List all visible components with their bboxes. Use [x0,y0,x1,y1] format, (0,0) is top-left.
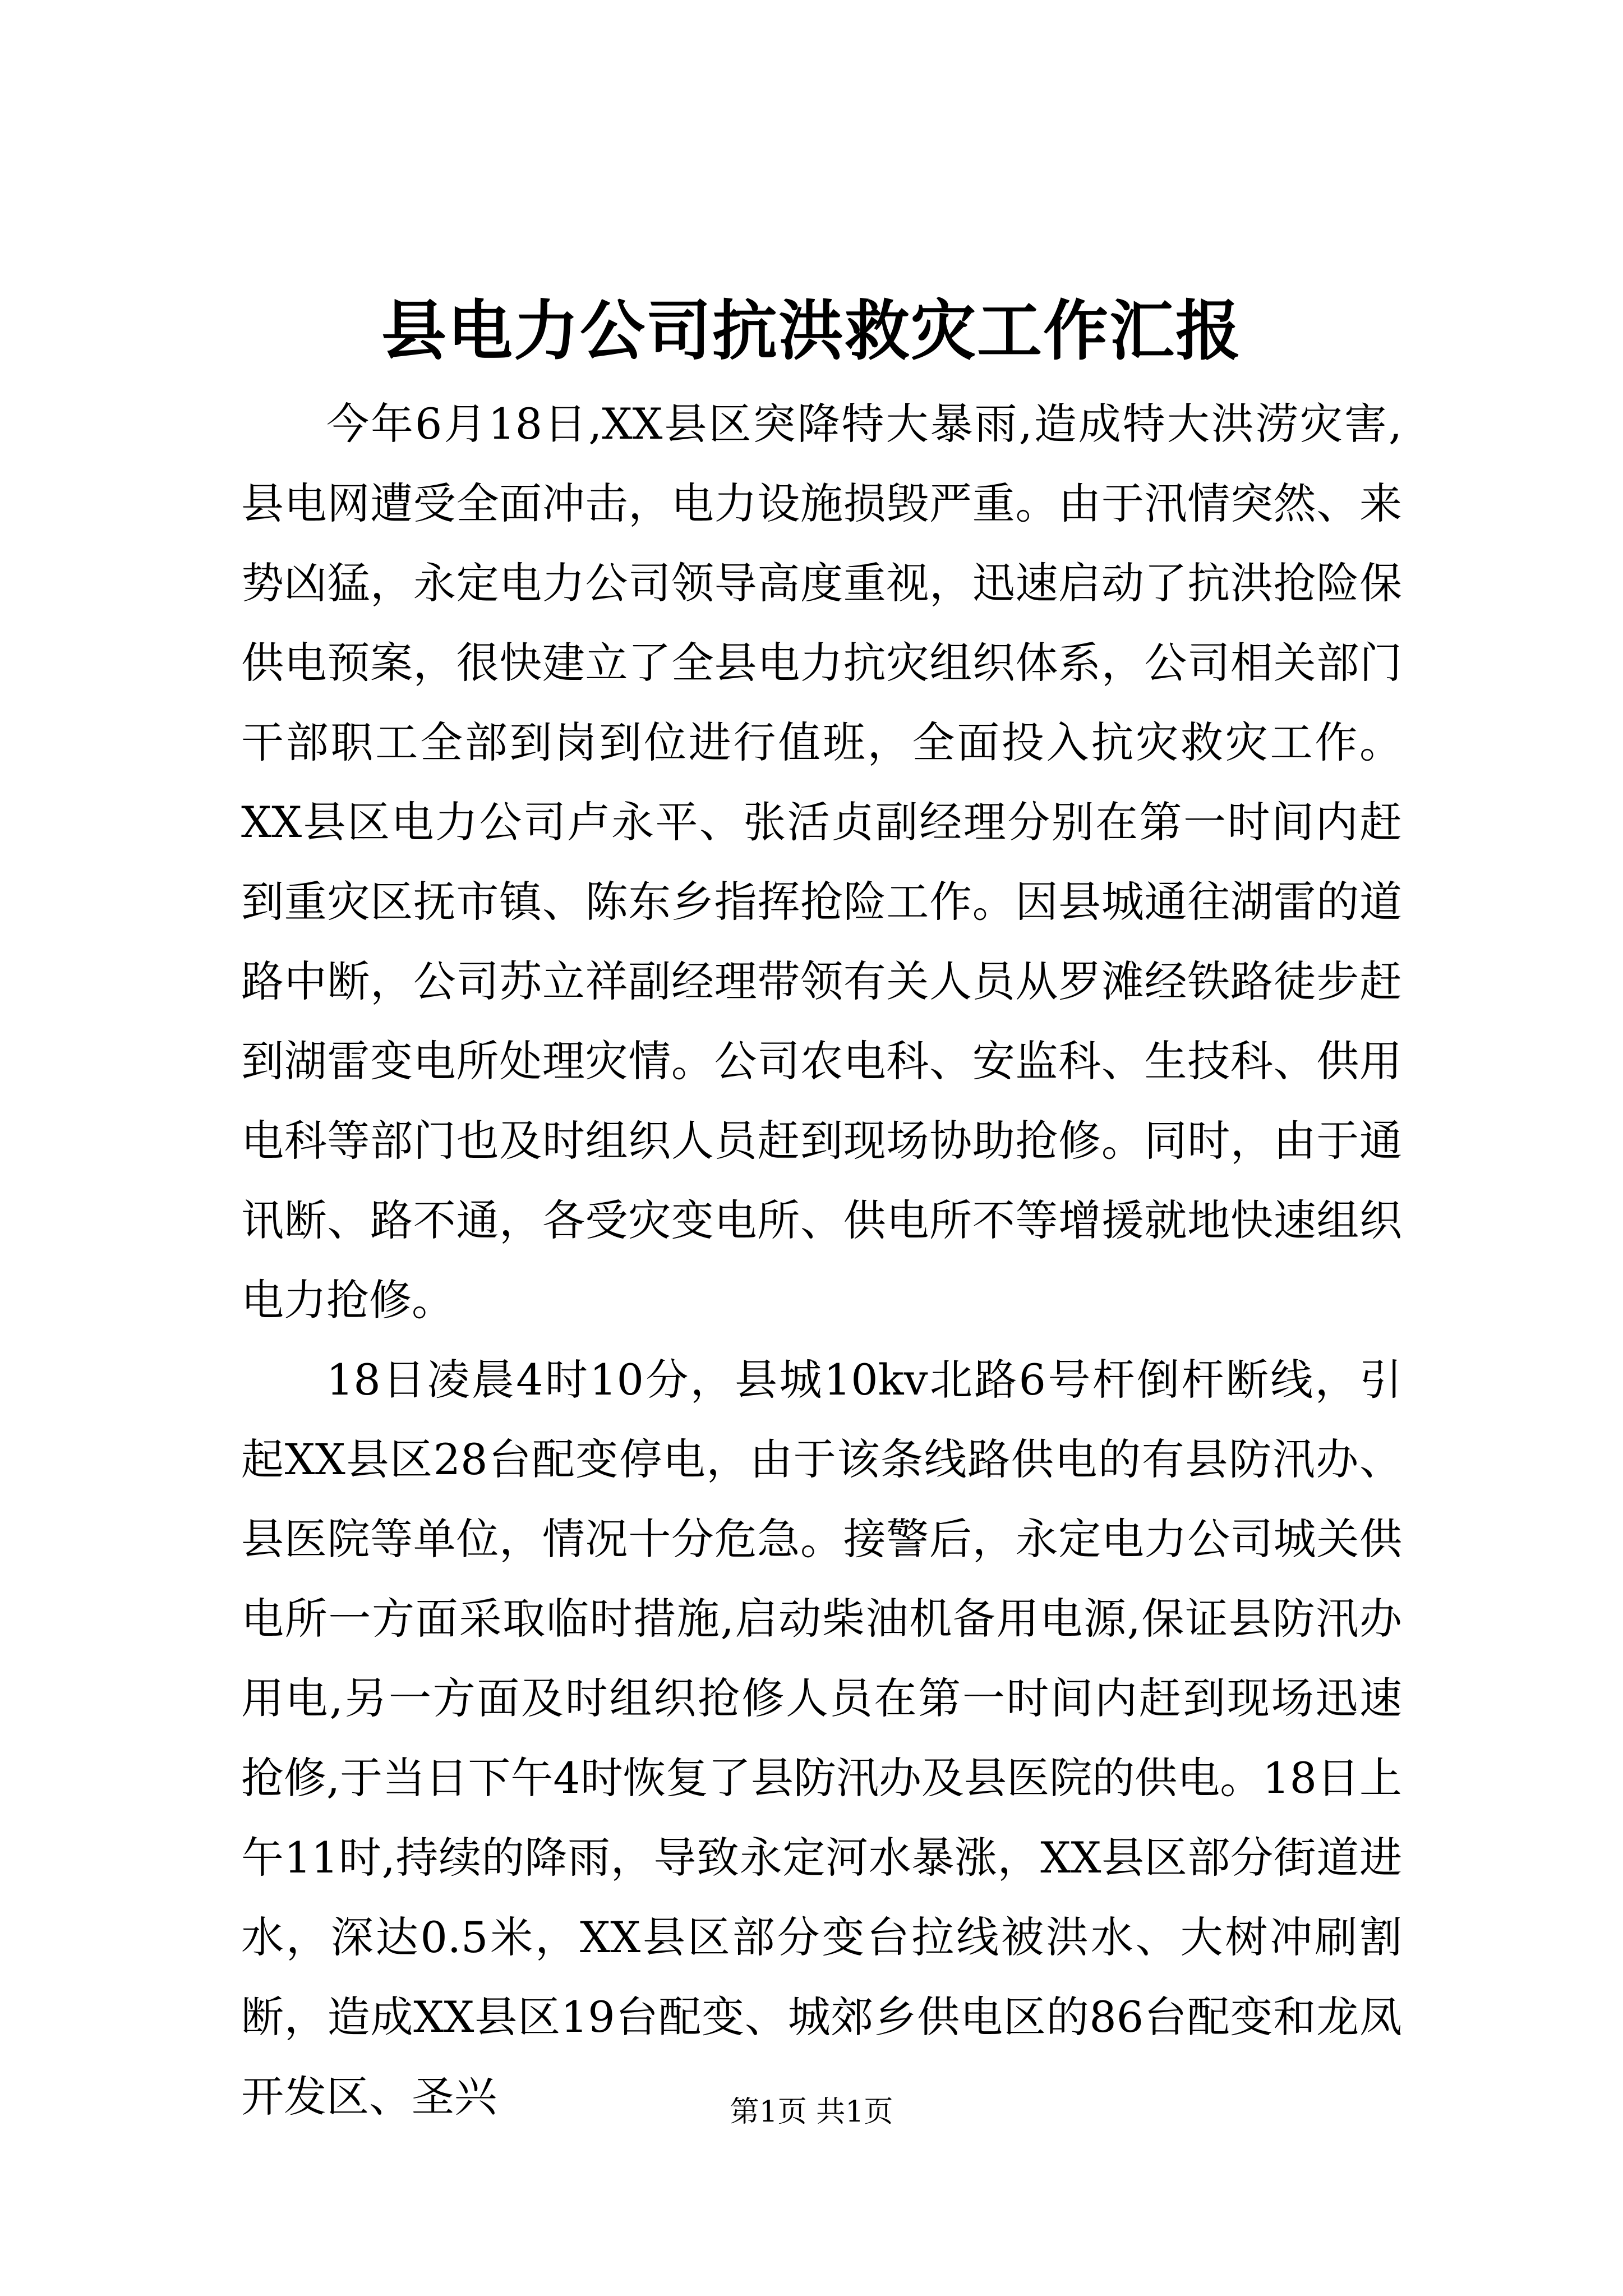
document-body [241,384,1402,2137]
paragraph: 18日凌晨4时10分，县城10kv北路6号杆倒杆断线，引起XX县区28台配变停电，由于该条线路供电的有县防汛办、县医院等单位，情况十分危急。接警后，永定电力公司城关供电所一方面采取临时措施,启动柴油机备用电源,保证县防汛办用电,另一方面及时组织抢修人员在第一时间内赶到现场迅速抢修,于当日下午4时恢复了县防汛办及县医院的供电。18日上午11时,持续的降雨，导致永定河水暴涨，XX县区部分街道进水，深达0.5米，XX县区部分变台拉线被洪水、大树冲刷割断，造成XX县区19台配变、城郊乡供电区的86台配变和龙凤开发区、圣兴 [241,1355,1402,2122]
document-title: 县电力公司抗洪救灾工作汇报 [381,293,1242,369]
page-number-footer: 第1页 共1页 [730,2095,893,2129]
paragraph: 今年6月18日,XX县区突降特大暴雨,造成特大洪涝灾害,县电网遭受全面冲击，电力设施损毁严重。由于汛情突然、来势凶猛，永定电力公司领导高度重视，迅速启动了抗洪抢险保供电预案，很快建立了全县电力抗灾组织体系，公司相关部门干部职工全部到岗到位进行值班，全面投入抗灾救灾工作。XX县区电力公司卢永平、张活贞副经理分别在第一时间内赶到重灾区抚市镇、陈东乡指挥抢险工作。因县城通往湖雷的道路中断，公司苏立祥副经理带领有关人员从罗滩经铁路徒步赶到湖雷变电所处理灾情。公司农电科、安监科、生技科、供用电科等部门也及时组织人员赶到现场协助抢修。同时，由于通讯断、路不通，各受灾变电所、供电所不等增援就地快速组织电力抢修。 [241,399,1402,1325]
